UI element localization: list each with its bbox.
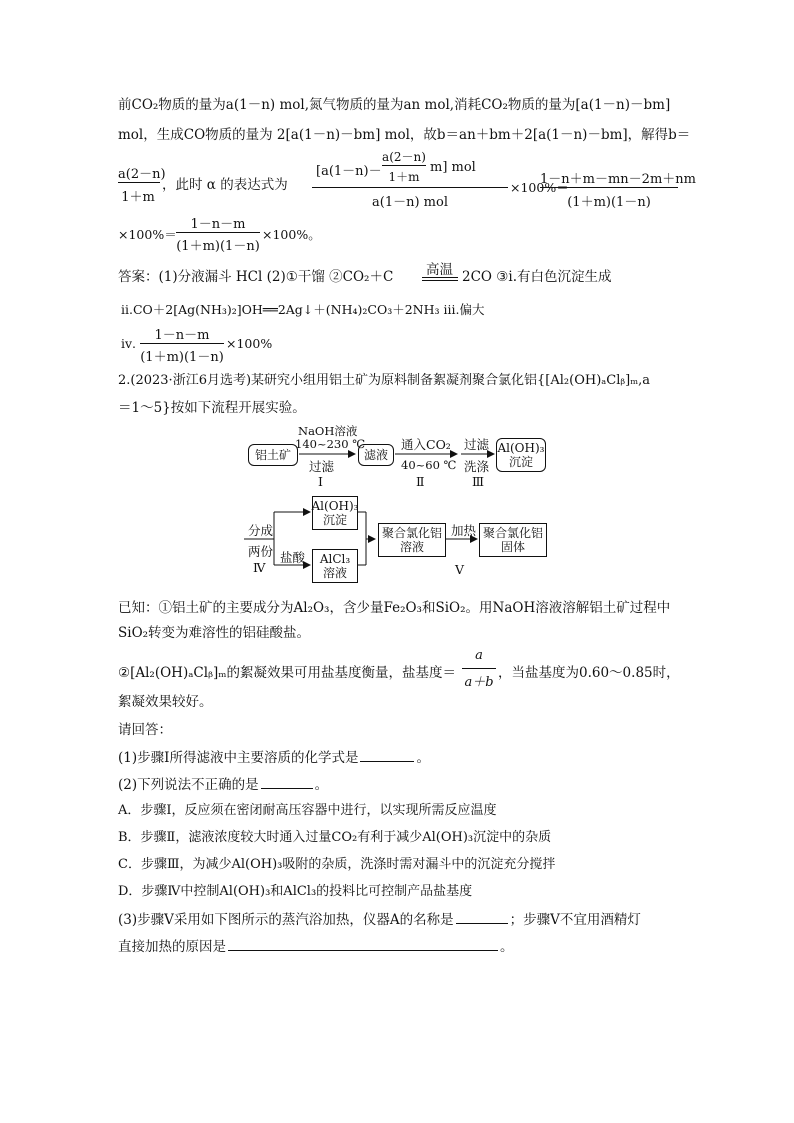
text-segment: ×100%＝	[118, 227, 177, 242]
fraction-numerator: [a(1－n)－	[316, 164, 382, 179]
prompt-label: 请回答：	[118, 722, 172, 738]
step-label: Ⅳ	[253, 560, 266, 575]
node-label: Al(OH)₃	[497, 441, 545, 455]
flow-node-aloh3-portion	[312, 496, 358, 530]
condition-operation: 分成	[248, 523, 274, 538]
condition-operation: 两份	[248, 544, 274, 559]
flow-node-pac-solution	[378, 523, 446, 557]
condition-temperature: 140~230 ℃	[295, 437, 366, 451]
flow-node-aloh3	[496, 438, 546, 472]
condition-reagent: 盐酸	[280, 550, 306, 565]
condition-operation: 过滤	[464, 437, 490, 452]
fraction-denominator: (1＋m)(1－n)	[176, 239, 260, 254]
question-text: (1)步骤Ⅰ所得滤液中主要溶质的化学式是	[118, 750, 359, 766]
known-info: ，当盐基度为0.60～0.85时，	[498, 665, 680, 681]
question-text: 。	[500, 939, 514, 955]
answer-blank[interactable]	[228, 936, 498, 951]
node-label: Al(OH)₃	[311, 499, 359, 513]
node-label: 滤液	[363, 448, 388, 462]
flow-node-bauxite	[248, 444, 298, 466]
reaction-condition: 高温	[426, 262, 453, 278]
option-c: C．步骤Ⅲ，为减少Al(OH)₃吸附的杂质，洗涤时需对漏斗中的沉淀充分搅拌	[118, 857, 556, 872]
fraction-numerator: 1－n＋m－mn－2m＋nm	[540, 172, 696, 187]
fraction-denominator: a＋b	[464, 675, 494, 690]
text-segment: ×100%＝	[510, 180, 569, 195]
fraction-numerator: 1－n－m	[154, 328, 210, 343]
condition-operation: 加热	[451, 523, 477, 538]
condition-temperature: 40~60 ℃	[401, 458, 457, 472]
option-d: D．步骤Ⅳ中控制Al(OH)₃和AlCl₃的投料比可控制产品盐基度	[118, 884, 473, 899]
known-info: SiO₂转变为难溶性的铝硅酸盐。	[118, 625, 311, 641]
text-line: 前CO₂物质的量为a(1－n) mol,氮气物质的量为an mol,消耗CO₂物质的量为[a(1－n)－bm]	[118, 97, 671, 113]
flow-node-pac-solid	[479, 523, 547, 557]
fraction-denominator: (1＋m)(1－n)	[140, 350, 224, 365]
fraction-denominator: (1＋m)(1－n)	[567, 195, 651, 210]
condition-operation: 洗涤	[464, 459, 490, 474]
fraction-numerator: m] mol	[430, 160, 476, 175]
node-label: 溶液	[322, 566, 347, 580]
step-label: Ⅰ	[318, 474, 323, 489]
option-b: B．步骤Ⅱ，滤液浓度较大时通入过量CO₂有利于减少Al(OH)₃沉淀中的杂质	[118, 830, 552, 845]
text-segment: ×100%。	[262, 227, 321, 242]
answer-line: 2CO ③ⅰ.有白色沉淀生成	[462, 269, 612, 285]
step-label: Ⅴ	[455, 562, 465, 577]
node-label: 溶液	[399, 540, 424, 554]
condition-reagent: 通入CO₂	[401, 437, 451, 452]
question-stem: 2.(2023·浙江6月选考)某研究小组用铝土矿为原料制备絮凝剂聚合氯化铝{[Al₂(OH)ₐClᵦ]ₘ,a	[118, 373, 651, 388]
node-label: 沉淀	[322, 513, 347, 527]
text-segment: ⅳ.	[121, 336, 137, 351]
node-label: 聚合氯化铝	[381, 526, 442, 540]
fraction-numerator: a	[475, 648, 483, 663]
known-info: 絮凝效果较好。	[118, 694, 213, 710]
step-label: Ⅱ	[416, 474, 425, 489]
fraction-denominator: 1＋m	[388, 170, 420, 184]
node-label: 固体	[500, 540, 525, 554]
answer-line: 答案：(1)分液漏斗 HCl (2)①干馏 ②CO₂＋C	[118, 269, 394, 285]
fraction-numerator: a(2－n)	[118, 167, 166, 182]
node-label: 铝土矿	[254, 448, 291, 462]
question-text: 直接加热的原因是	[118, 939, 226, 955]
condition-reagent: NaOH溶液	[298, 424, 358, 438]
fraction-bar	[462, 668, 496, 669]
condition-operation: 过滤	[309, 459, 335, 474]
text-line: mol，生成CO物质的量为 2[a(1－n)－bm] mol，故b＝an＋bm＋2[a(1－n)－bm]，解得b＝	[118, 127, 691, 143]
fraction-denominator: 1＋m	[121, 190, 155, 205]
text-segment: ×100%	[226, 336, 273, 351]
question-text: (3)步骤Ⅴ采用如下图所示的蒸汽浴加热，仪器A的名称是	[118, 912, 454, 928]
option-a: A．步骤Ⅰ，反应须在密闭耐高压容器中进行，以实现所需反应温度	[118, 803, 497, 818]
question-text: (2)下列说法不正确的是	[118, 777, 259, 793]
answer-line: ⅱ.CO＋2[Ag(NH₃)₂]OH══2Ag↓＋(NH₄)₂CO₃＋2NH₃ ⅲ.偏大	[121, 302, 485, 317]
node-label: 沉淀	[508, 455, 533, 469]
fraction-numerator: 1－n－m	[190, 217, 246, 232]
known-info: ②[Al₂(OH)ₐClᵦ]ₘ的絮凝效果可用盐基度衡量，盐基度＝	[118, 665, 457, 681]
question-text: 。	[314, 777, 329, 793]
node-label: 聚合氯化铝	[482, 526, 543, 540]
question-part	[118, 774, 328, 795]
known-info: 已知：①铝土矿的主要成分为Al₂O₃，含少量Fe₂O₃和SiO₂。用NaOH溶液溶解铝土矿过程中	[118, 600, 671, 616]
question-text: ；步骤Ⅴ不宜用酒精灯	[509, 912, 641, 928]
answer-blank[interactable]	[261, 774, 313, 789]
text-segment: ，此时 α 的表达式为	[162, 177, 288, 193]
answer-blank[interactable]	[456, 909, 508, 924]
step-label: Ⅲ	[472, 474, 485, 489]
answer-blank[interactable]	[360, 747, 414, 762]
question-part	[118, 909, 641, 930]
question-stem: ＝1～5}按如下流程开展实验。	[118, 400, 306, 416]
question-part	[118, 936, 514, 957]
fraction-denominator: a(1－n) mol	[372, 195, 448, 210]
fraction-numerator: a(2－n)	[382, 150, 426, 164]
node-label: AlCl₃	[319, 552, 351, 566]
flow-node-alcl3	[312, 549, 358, 583]
question-text: 。	[416, 750, 430, 766]
question-part	[118, 747, 430, 768]
